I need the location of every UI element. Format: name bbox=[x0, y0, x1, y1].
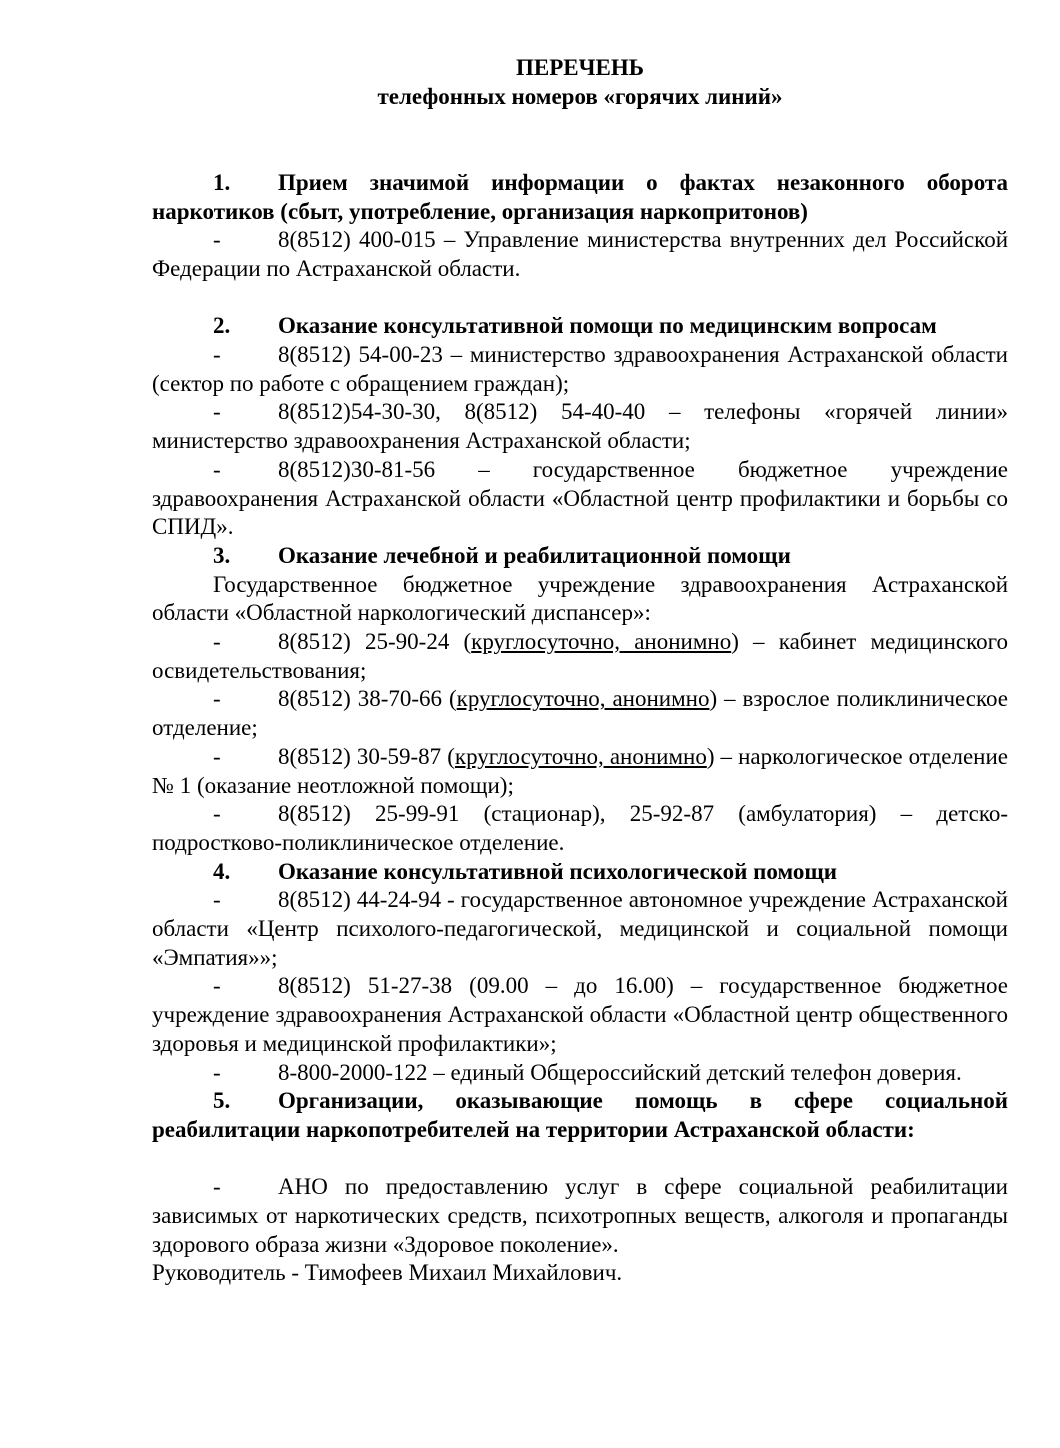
list-item bbox=[152, 226, 1008, 283]
list-item bbox=[152, 743, 1008, 800]
underlined-text-segment: круглосуточно, анонимно bbox=[454, 743, 707, 769]
heading-number: 1. bbox=[213, 169, 231, 195]
heading-number: 3. bbox=[213, 542, 231, 568]
text-segment: 8(8512) 25-99-91 (стационар), 25-92-87 (амбулатория) – детско-подростково-поликлиническое отделение. bbox=[152, 801, 1008, 855]
section-heading bbox=[152, 542, 1008, 571]
text-segment: Оказание лечебной и реабилитационной помощи bbox=[278, 542, 791, 568]
text-segment: Руководитель - Тимофеев Михаил Михайлович. bbox=[152, 1260, 623, 1286]
blank-line bbox=[152, 111, 1008, 168]
document-title: ПЕРЕЧЕНЬ bbox=[516, 55, 644, 80]
text-segment: Государственное бюджетное учреждение здравоохранения Астраханской области «Областной наркологический диспансер»: bbox=[152, 571, 1008, 626]
text-segment: Прием значимой информации о фактах незаконного оборота наркотиков (сбыт, употребление, организация наркопритонов) bbox=[152, 169, 1008, 224]
heading-number: 2. bbox=[213, 313, 231, 339]
list-marker: - bbox=[213, 1059, 221, 1085]
paragraph bbox=[152, 1259, 1008, 1288]
list-item bbox=[152, 628, 1008, 685]
list-marker: - bbox=[213, 399, 221, 425]
list-marker: - bbox=[213, 227, 221, 253]
document-subtitle: телефонных номеров «горячих линий» bbox=[377, 83, 783, 109]
text-segment: 8(8512) 400-015 – Управление министерства внутренних дел Российской Федерации по Астраханской области. bbox=[152, 227, 1008, 281]
list-item bbox=[152, 398, 1008, 455]
list-marker: - bbox=[213, 801, 221, 827]
section-heading bbox=[152, 169, 1008, 226]
list-marker: - bbox=[213, 887, 221, 913]
list-item bbox=[152, 685, 1008, 742]
list-item bbox=[152, 341, 1008, 398]
list-item bbox=[152, 800, 1008, 857]
list-item bbox=[152, 1173, 1008, 1259]
paragraph bbox=[152, 571, 1008, 628]
text-segment: 8(8512) 54-00-23 – министерство здравоохранения Астраханской области (сектор по работе с обращением граждан); bbox=[152, 342, 1008, 396]
list-item bbox=[152, 886, 1008, 972]
list-marker: - bbox=[213, 629, 221, 655]
text-segment: 8(8512) 44-24-94 - государственное автономное учреждение Астраханской области «Центр психолого-педагогической, медицинской и социальной помощи «Эмпатия»»; bbox=[152, 887, 1008, 970]
underlined-text-segment: круглосуточно, анонимно bbox=[456, 686, 710, 712]
text-segment: ) – взрослое поликлиническое отделение; bbox=[152, 686, 1009, 741]
text-segment: Оказание консультативной психологической помощи bbox=[278, 858, 838, 884]
underlined-text-segment: круглосуточно, анонимно bbox=[471, 629, 732, 655]
list-item bbox=[152, 456, 1008, 542]
section-heading bbox=[152, 312, 1008, 341]
text-segment: 8-800-2000-122 – единый Общероссийский детский телефон доверия. bbox=[278, 1059, 962, 1085]
list-marker: - bbox=[213, 686, 221, 712]
list-marker: - bbox=[213, 456, 221, 482]
list-item bbox=[152, 972, 1008, 1058]
text-segment: АНО по предоставлению услуг в сфере социальной реабилитации зависимых от наркотических средств, психотропных веществ, алкоголя и пропаганды здорового образа жизни «Здоровое поколение». bbox=[152, 1174, 1008, 1257]
text-segment: 8(8512) 38-70-66 ( bbox=[278, 686, 457, 712]
list-marker: - bbox=[213, 1174, 221, 1200]
section-heading bbox=[152, 858, 1008, 887]
text-segment: 8(8512) 51-27-38 (09.00 – до 16.00) – государственное бюджетное учреждение здравоохранения Астраханской области «Областной центр общественного здоровья и медицинской профилактики»; bbox=[152, 973, 1008, 1056]
document-body bbox=[152, 111, 1008, 1288]
text-segment: ) – кабинет медицинского освидетельствования; bbox=[152, 629, 1009, 683]
heading-number: 4. bbox=[213, 858, 231, 884]
text-segment: 8(8512)30-81-56 – государственное бюджетное учреждение здравоохранения Астраханской области «Областной центр профилактики и борьбы со СПИД». bbox=[152, 456, 1008, 540]
list-item bbox=[152, 1059, 1008, 1088]
blank-line bbox=[152, 1145, 1008, 1174]
list-marker: - bbox=[213, 342, 221, 367]
section-heading bbox=[152, 1087, 1008, 1144]
blank-line bbox=[152, 284, 1008, 313]
text-segment: 8(8512) 25-90-24 ( bbox=[278, 629, 472, 655]
text-segment: 8(8512)54-30-30, 8(8512) 54-40-40 – телефоны «горячей линии» министерство здравоохранения Астраханской области; bbox=[152, 399, 1008, 454]
text-segment: Оказание консультативной помощи по медицинским вопросам bbox=[278, 313, 937, 339]
text-segment: Организации, оказывающие помощь в сфере социальной реабилитации наркопотребителей на территории Астраханской области: bbox=[152, 1088, 1008, 1142]
list-marker: - bbox=[213, 973, 221, 999]
text-segment: ) – наркологическое отделение № 1 (оказание неотложной помощи); bbox=[152, 743, 1008, 798]
text-segment: 8(8512) 30-59-87 ( bbox=[278, 743, 455, 769]
heading-number: 5. bbox=[213, 1088, 231, 1114]
list-marker: - bbox=[213, 743, 221, 769]
